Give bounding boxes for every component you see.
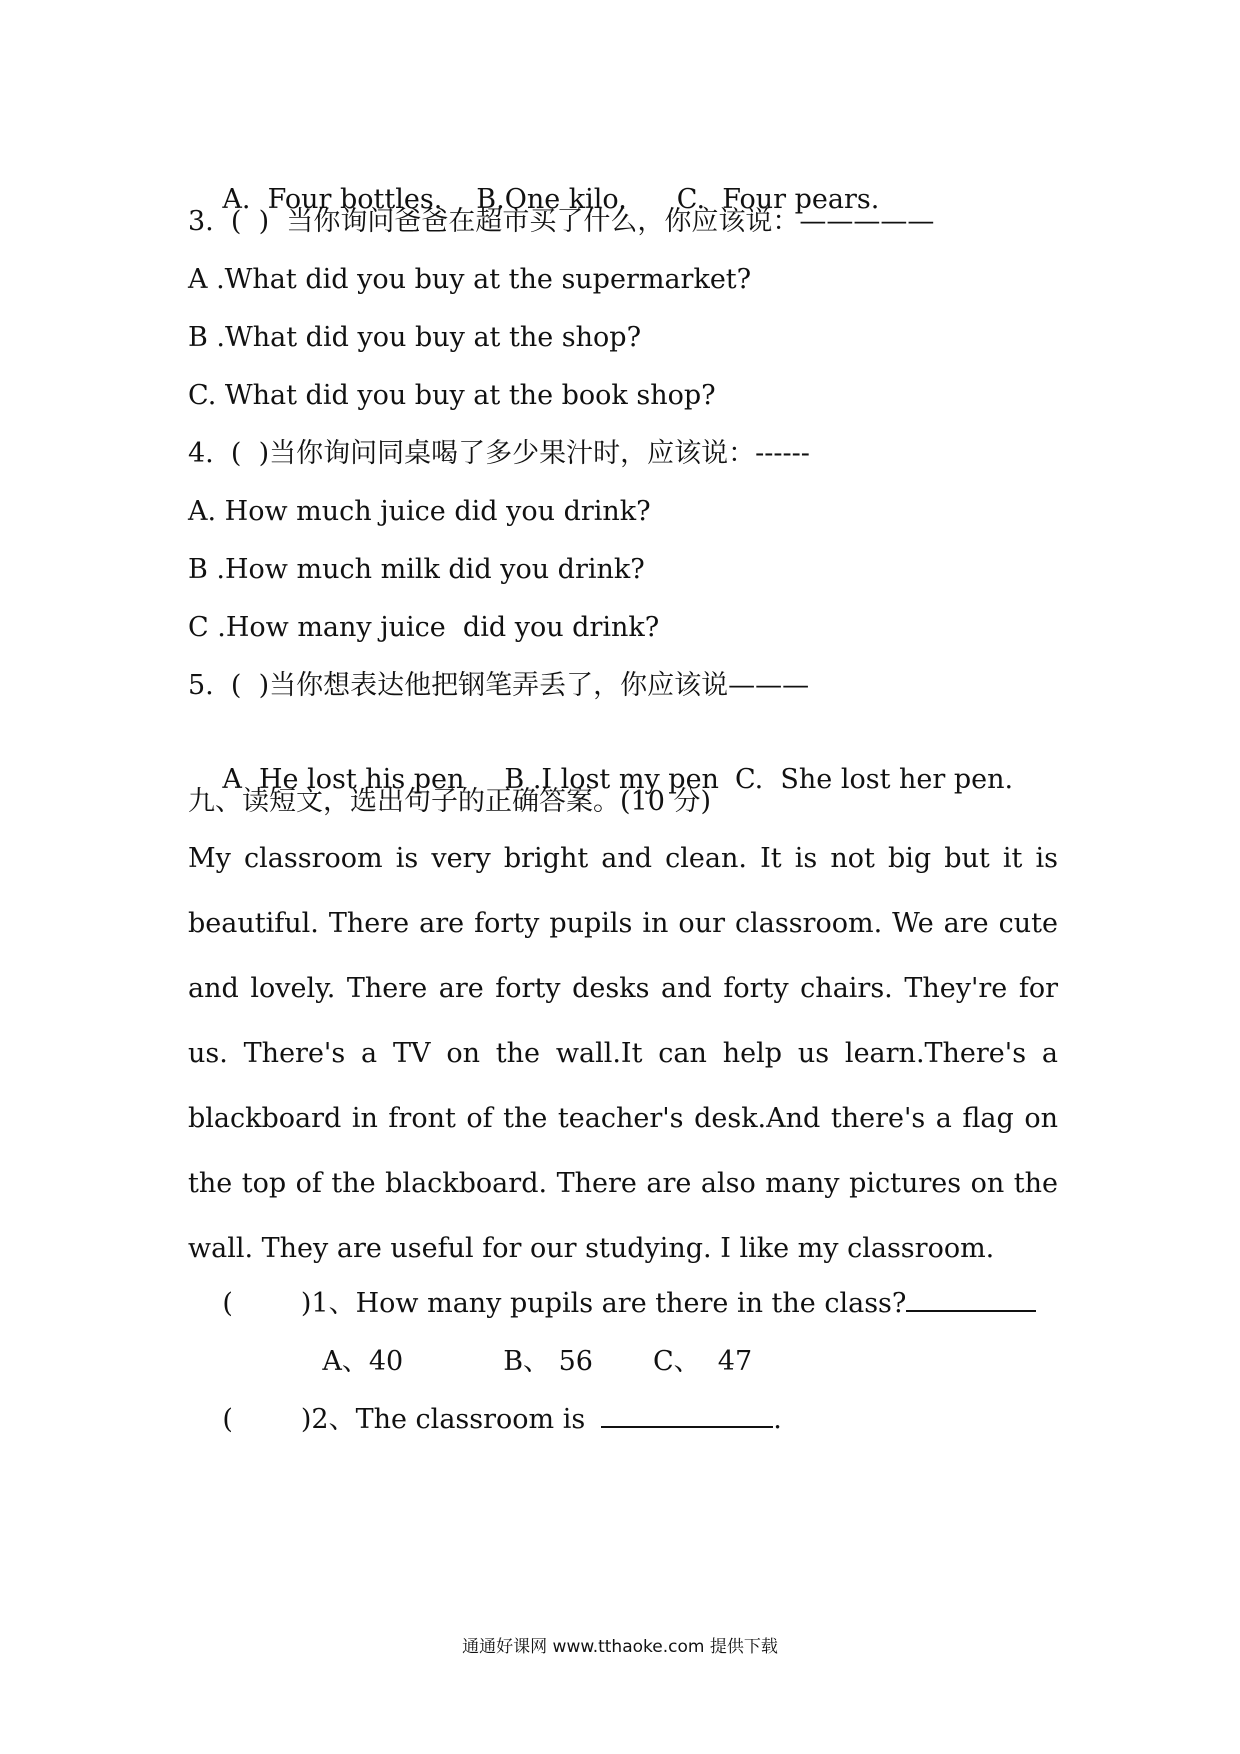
q4-option-c: C .How many juice did you drink? bbox=[188, 612, 660, 643]
reading-q1-option-b: B、 56 bbox=[503, 1346, 593, 1377]
q3-option-c: C. What did you buy at the book shop? bbox=[188, 380, 716, 411]
page-footer: 通通好课网 www.tthaoke.com 提供下载 bbox=[462, 1637, 778, 1657]
q5-option-c: C. She lost her pen. bbox=[734, 764, 1014, 795]
q4-option-b: B .How much milk did you drink? bbox=[188, 554, 645, 585]
reading-q2-text: )2、The classroom is bbox=[300, 1404, 586, 1435]
q3-option-a: A .What did you buy at the supermarket? bbox=[188, 264, 752, 295]
q5-option-b: B .I lost my pen bbox=[504, 764, 719, 795]
q5-option-a: A He lost his pen bbox=[222, 764, 465, 795]
q2-option-c: C. Four pears. bbox=[676, 184, 880, 215]
q3-option-b: B .What did you buy at the shop? bbox=[188, 322, 642, 353]
section9-heading: 九、读短文，选出句子的正确答案。(10 分) bbox=[188, 786, 712, 817]
reading-q2-answer-blank[interactable] bbox=[601, 1404, 773, 1428]
q3-stem: 3. ( ) 当你询问爸爸在超市买了什么，你应该说：————— bbox=[188, 206, 935, 237]
reading-q1-option-a: A、40 bbox=[322, 1346, 404, 1377]
q4-stem: 4. ( )当你询问同桌喝了多少果汁时，应该说：------ bbox=[188, 438, 810, 469]
reading-q2-end: . bbox=[773, 1404, 782, 1435]
reading-q1-answer-paren: ( bbox=[222, 1288, 233, 1319]
q2-option-b: B.One kilo. bbox=[476, 184, 627, 215]
reading-q2-row bbox=[188, 1366, 1068, 1474]
q2-option-a: A. Four bottles. bbox=[222, 184, 443, 215]
q5-stem: 5. ( )当你想表达他把钢笔弄丢了，你应该说——— bbox=[188, 670, 810, 701]
reading-q2-answer-paren: ( bbox=[222, 1404, 233, 1435]
q4-option-a: A. How much juice did you drink? bbox=[188, 496, 651, 527]
reading-q1-option-c: C、 47 bbox=[652, 1346, 753, 1377]
reading-q1-text: )1、How many pupils are there in the class? bbox=[300, 1288, 907, 1319]
reading-passage: My classroom is very bright and clean. It is not big but it is beautiful. There are forty pupils in our classroom. We are cute and lovely. There are forty desks and forty chairs. They're for us. There's a TV on the wall.It can help us learn.There's a blackboard in front of the teacher's desk.And there's a flag on the top of the blackboard. There are also many pictures on the wall. They are useful for our studying. I like my classroom. bbox=[188, 843, 1058, 1264]
